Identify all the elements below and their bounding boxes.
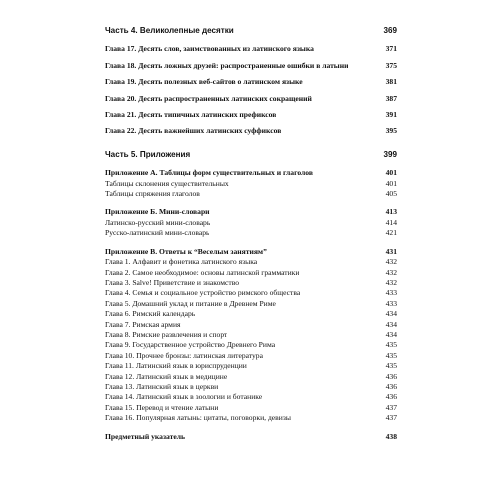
entry-title: Глава 15. Перевод и чтение латыни [105,402,219,412]
toc-entry [105,372,397,382]
part-title: Часть 4. Великолепные десятки [105,26,234,35]
toc-entry [105,320,397,330]
page-number: 435 [385,340,397,350]
page-number: 375 [385,60,397,70]
chapter-title: Глава 19. Десять полезных веб-сайтов о латинском языке [105,77,303,87]
part-title: Часть 5. Приложения [105,149,191,159]
page-number: 432 [385,277,397,287]
toc-entry [105,268,397,278]
page-number: 413 [385,207,397,217]
page-number: 435 [385,361,397,371]
toc-entry [105,403,397,413]
toc-entry [105,299,397,309]
entry-title: Глава 3. Salve! Приветствие и знакомство [105,277,240,287]
chapter-17 [105,44,397,54]
toc-entry [105,218,397,228]
toc-entry [105,257,397,267]
page-number: 432 [385,267,397,277]
toc-entry [105,413,397,423]
toc-entry [105,278,397,288]
entry-title: Таблицы склонения существительных [105,178,229,188]
page-number: 401 [385,178,397,188]
entry-title: Глава 11. Латинский язык в юриспруденции [105,361,247,371]
toc-entry [105,330,397,340]
part-4-heading [105,26,397,36]
page-number: 431 [385,246,397,256]
appendix-title: Приложение Б. Мини-словари [105,207,210,217]
chapter-title: Глава 17. Десять слов, заимствованных из латинского языка [105,44,314,54]
page-number: 436 [385,381,397,391]
toc-entry [105,351,397,361]
toc-entry [105,309,397,319]
chapter-18 [105,61,397,71]
entry-title: Латинско-русский мини-словарь [105,217,211,227]
entry-title: Глава 7. Римская армия [105,319,181,329]
page-number: 391 [385,110,397,120]
toc-entry [105,288,397,298]
entry-title: Глава 1. Алфавит и фонетика латинского языка [105,257,258,267]
entry-title: Глава 10. Прочнее бронзы: латинская литература [105,350,263,360]
toc-entry [105,189,397,199]
page-number: 438 [385,431,397,441]
chapter-22 [105,126,397,136]
page-number: 371 [385,44,397,54]
page-number: 399 [383,149,397,159]
chapter-19 [105,77,397,87]
chapter-title: Глава 20. Десять распространенных латинских сокращений [105,93,312,103]
entry-title: Таблицы спряжения глаголов [105,189,200,199]
page-number: 434 [385,329,397,339]
toc-entry [105,179,397,189]
page-number: 436 [385,392,397,402]
appendix-v-title [105,247,397,257]
entry-title: Глава 12. Латинский язык в медицине [105,371,228,381]
appendix-b-title [105,207,397,217]
page-number: 436 [385,371,397,381]
page-number: 414 [385,217,397,227]
page-number: 433 [385,288,397,298]
page-number: 421 [385,228,397,238]
appendix-v-list [105,257,397,424]
index-title: Предметный указатель [105,431,185,441]
chapter-title: Глава 22. Десять важнейших латинских суффиксов [105,126,282,136]
page-number: 387 [385,93,397,103]
appendix-title: Приложение А. Таблицы форм существительных и глаголов [105,168,314,178]
page-number: 435 [385,350,397,360]
entry-title: Глава 2. Самое необходимое: основы латинской грамматики [105,267,300,277]
entry-title: Русско-латинский мини-словарь [105,228,210,238]
entry-title: Глава 9. Государственное устройство Древнего Рима [105,340,276,350]
chapter-title: Глава 18. Десять ложных друзей: распространенные ошибки в латыни [105,60,349,70]
chapter-21 [105,110,397,120]
chapter-20 [105,94,397,104]
page-number: 437 [385,402,397,412]
entry-title: Глава 4. Семья и социальное устройство римского общества [105,288,301,298]
page-number: 432 [385,257,397,267]
entry-title: Глава 8. Римские развлечения и спорт [105,329,228,339]
entry-title: Глава 6. Римский календарь [105,309,196,319]
toc-entry [105,228,397,238]
page-number: 395 [385,126,397,136]
page-number: 401 [385,168,397,178]
table-of-contents [105,26,397,442]
entry-title: Глава 16. Популярная латынь: цитаты, поговорки, девизы [105,413,291,423]
entry-title: Глава 14. Латинский язык в зоологии и ботанике [105,392,263,402]
entry-title: Глава 5. Домашний уклад и питание в Древнем Риме [105,298,276,308]
toc-entry [105,392,397,402]
page-number: 405 [385,189,397,199]
entry-title: Глава 13. Латинский язык в церкви [105,381,219,391]
toc-entry [105,340,397,350]
page-number: 437 [385,413,397,423]
page-number: 434 [385,309,397,319]
subject-index [105,432,397,442]
appendix-a-title [105,168,397,178]
page-number: 381 [385,77,397,87]
page-number: 434 [385,319,397,329]
appendix-title: Приложение В. Ответы к “Веселым занятиям” [105,246,267,256]
toc-entry [105,382,397,392]
page-number: 369 [383,26,397,35]
page-number: 433 [385,298,397,308]
part-5-heading [105,150,397,160]
chapter-title: Глава 21. Десять типичных латинских префиксов [105,110,277,120]
toc-entry [105,361,397,371]
